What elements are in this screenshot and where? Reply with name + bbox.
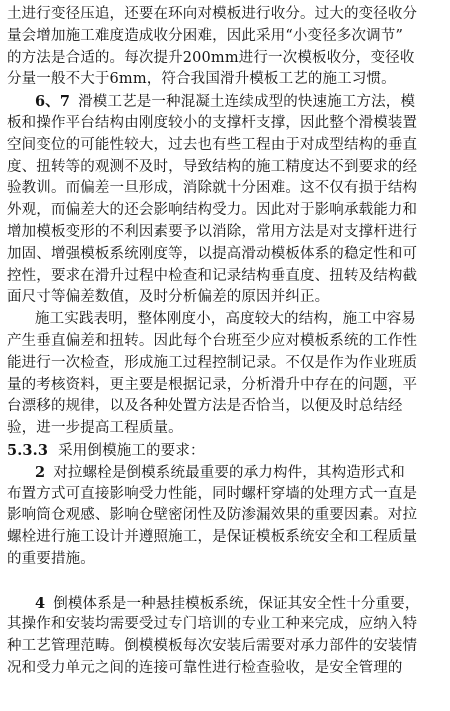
text-line: 增加模板变形的不利因素要予以消除，常用方法是对支撑杆进行: [7, 223, 418, 240]
paragraph-first-line: 施工实践表明，整体刚度小，高度较大的结构，施工中容易: [35, 311, 416, 328]
text-line: 分量一般不大于6mm，符合我国滑升模板工艺的施工习惯。: [7, 71, 396, 88]
text-line: 板和操作平台结构由刚度较小的支撑杆支撑，因此整个滑模装置: [7, 114, 418, 131]
clause-first-line: [7, 91, 438, 113]
section-number: 5.3.3: [7, 441, 49, 459]
text-line: 量的考核资料，更主要是根据记录，分析滑升中存在的问题，平: [7, 376, 418, 393]
blank-line: [7, 571, 438, 593]
text-line: 空间变位的可能性较大，过去也有些工程由于对成型结构的垂直: [7, 136, 418, 153]
section-heading: [7, 440, 438, 462]
text-line: 验教训。而偏差一旦形成，消除就十分困难。这不仅有损于结构: [7, 180, 418, 197]
text-line: 验，进一步提高工程质量。: [7, 420, 183, 437]
text-line: 产生垂直偏差和扭转。因此每个台班至少应对模板系统的工作性: [7, 332, 418, 349]
clause-number: 6、7: [35, 93, 71, 111]
text-line: 能进行一次检查，形成施工过程控制记录。不仅是作为作业班质: [7, 354, 418, 371]
text-line: 量会增加施工难度造成收分困难，因此采用“小变径多次调节”: [7, 27, 404, 44]
text-line: 影响筒仓观感、影响仓壁密闭性及防渗漏效果的重要因素。对拉: [7, 507, 418, 524]
text-line: 土进行变径压追，还要在环向对模板进行收分。过大的变径收分: [7, 6, 418, 22]
clause-text: 滑模工艺是一种混凝土连续成型的快速施工方法，模: [78, 94, 416, 111]
text-line: 布置方式可直接影响受力性能，同时螺杆穿墙的处理方式一直是: [7, 485, 418, 502]
clause-number: 4: [35, 594, 46, 612]
clause-text: 倒模体系是一种悬挂模板系统，保证其安全性十分重要，: [53, 595, 420, 612]
text-line: 面尺寸等偏差数值，及时分析偏差的原因并纠正。: [7, 289, 330, 306]
text-line: 的方法是合适的。每次提升200mm进行一次模板收分，变径收: [7, 49, 415, 66]
section-title: 采用倒模施工的要求：: [58, 442, 205, 459]
text-line: 况和受力单元之间的连接可靠性进行检查验收，是安全管理的: [7, 659, 403, 676]
clause-number: 2: [35, 463, 46, 481]
text-line: 种工艺管理范畴。倒模模板每次安装后需要对承力部件的安装情: [7, 638, 418, 655]
text-line: 外观，而偏差大的还会影响结构受力。因此对于影响承载能力和: [7, 202, 418, 219]
text-line: 台漂移的规律，以及各种处置方法是否恰当，以便及时总结经: [7, 398, 403, 415]
clause-first-line: [7, 593, 438, 615]
text-line: 其操作和安装均需要受过专门培训的专业工种来完成，应纳入特: [7, 616, 418, 633]
clause-text: 对拉螺栓是倒模系统最重要的承力构件，其构造形式和: [53, 464, 405, 481]
text-line: 度、扭转等的观测不及时，导致结构的施工精度达不到要求的经: [7, 158, 418, 175]
text-line: 的重要措施。: [7, 550, 95, 567]
text-line: 加固、增强模板系统刚度等，以提高滑动模板体系的稳定性和可: [7, 245, 418, 262]
clause-first-line: [7, 462, 438, 484]
text-line: 螺栓进行施工设计并遵照施工，是保证模板系统安全和工程质量: [7, 529, 418, 546]
text-line: 控性，要求在滑升过程中检查和记录结构垂直度、扭转及结构截: [7, 267, 418, 284]
